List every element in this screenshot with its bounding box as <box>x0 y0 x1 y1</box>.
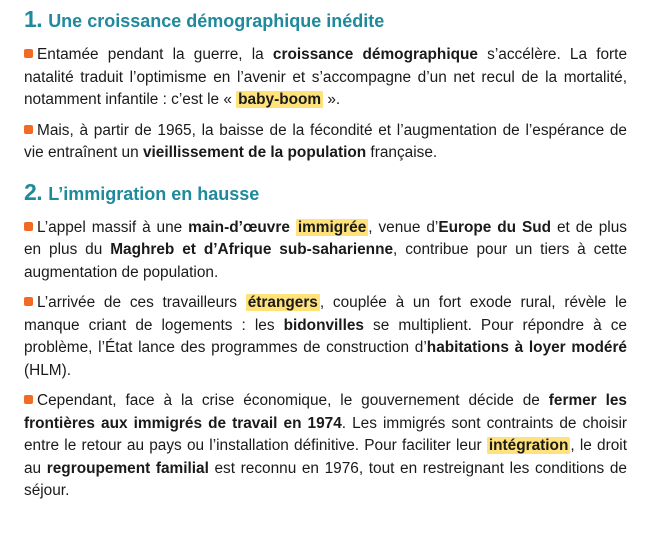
text-run: L’appel massif à une <box>37 218 189 236</box>
section-2-heading <box>24 179 627 209</box>
text-run: , contribue pour un tiers à cette augmentation de population. <box>24 241 627 281</box>
section-2-title: L’immigration en hausse <box>48 183 260 204</box>
text-run: (HLM). <box>24 361 72 379</box>
text-run: L’arrivée de ces travailleurs <box>37 294 246 311</box>
key-term: habitations à loyer modéré <box>426 339 627 356</box>
text-run: ». <box>323 91 341 108</box>
section-1-number: 1. <box>24 6 43 32</box>
orange-bullet-icon <box>24 125 33 134</box>
key-term: Europe du Sud <box>438 218 552 236</box>
text-run: Mais, à partir de 1965, la baisse de la fécondité et l’augmentation de l’espérance de vie entraînent un <box>24 121 627 161</box>
key-term: bidonvilles <box>283 316 364 334</box>
text-run: , venue d’ <box>368 218 439 236</box>
text-run: . Les immigrés sont contraints de choisir entre le retour au pays ou l’installation définitive. Pour faciliter leur <box>24 414 627 454</box>
orange-bullet-icon <box>24 49 33 58</box>
highlighted-term: baby-boom <box>238 91 322 108</box>
text-run: , couplée à un fort exode rural, révèle le manque criant de logements : les <box>24 294 627 334</box>
text-run: , le droit au <box>24 437 627 477</box>
section-1-heading <box>24 6 627 36</box>
key-term: vieillissement de la population <box>142 144 367 161</box>
text-run: est reconnu en 1976, tout en restreignant les conditions de séjour. <box>24 459 627 499</box>
key-term: regroupement familial <box>46 459 209 477</box>
text-run: française. <box>366 144 438 161</box>
key-term: croissance démographique <box>272 46 478 63</box>
text-run: s’accélère. La forte natalité traduit l’optimisme en l’avenir et s’accompagne d’un net recul de la mortalité, notamment infantile : c’est le « <box>24 46 628 108</box>
text-run: Cependant, face à la crise économique, le gouvernement décide de <box>37 392 549 409</box>
orange-bullet-icon <box>24 222 33 231</box>
key-term: fermer les frontières aux immigrés de travail en 1974 <box>24 392 627 432</box>
highlighted-term: étrangers <box>247 294 318 311</box>
text-run: se multiplient. Pour répondre à ce problème, l’État lance des programmes de construction d’ <box>24 316 627 356</box>
section-2-paragraph-2 <box>24 292 627 382</box>
highlighted-term: immigrée <box>297 218 367 236</box>
key-term: main-d’œuvre <box>188 218 296 236</box>
highlighted-term: intégration <box>488 437 569 454</box>
textbook-page <box>24 6 627 503</box>
text-run: Entamée pendant la guerre, la <box>37 46 273 63</box>
key-term: Maghreb et d’Afrique sub-saharienne <box>110 241 394 258</box>
section-2-number: 2. <box>24 178 43 205</box>
section-2-paragraph-1 <box>24 217 627 285</box>
section-1-paragraph-2 <box>24 120 627 165</box>
section-2-paragraph-3 <box>24 390 627 503</box>
orange-bullet-icon <box>24 297 33 306</box>
text-run: et de plus en plus du <box>24 218 627 258</box>
section-1-title: Une croissance démographique inédite <box>48 11 385 31</box>
section-1-paragraph-1 <box>24 44 627 112</box>
orange-bullet-icon <box>24 395 33 404</box>
